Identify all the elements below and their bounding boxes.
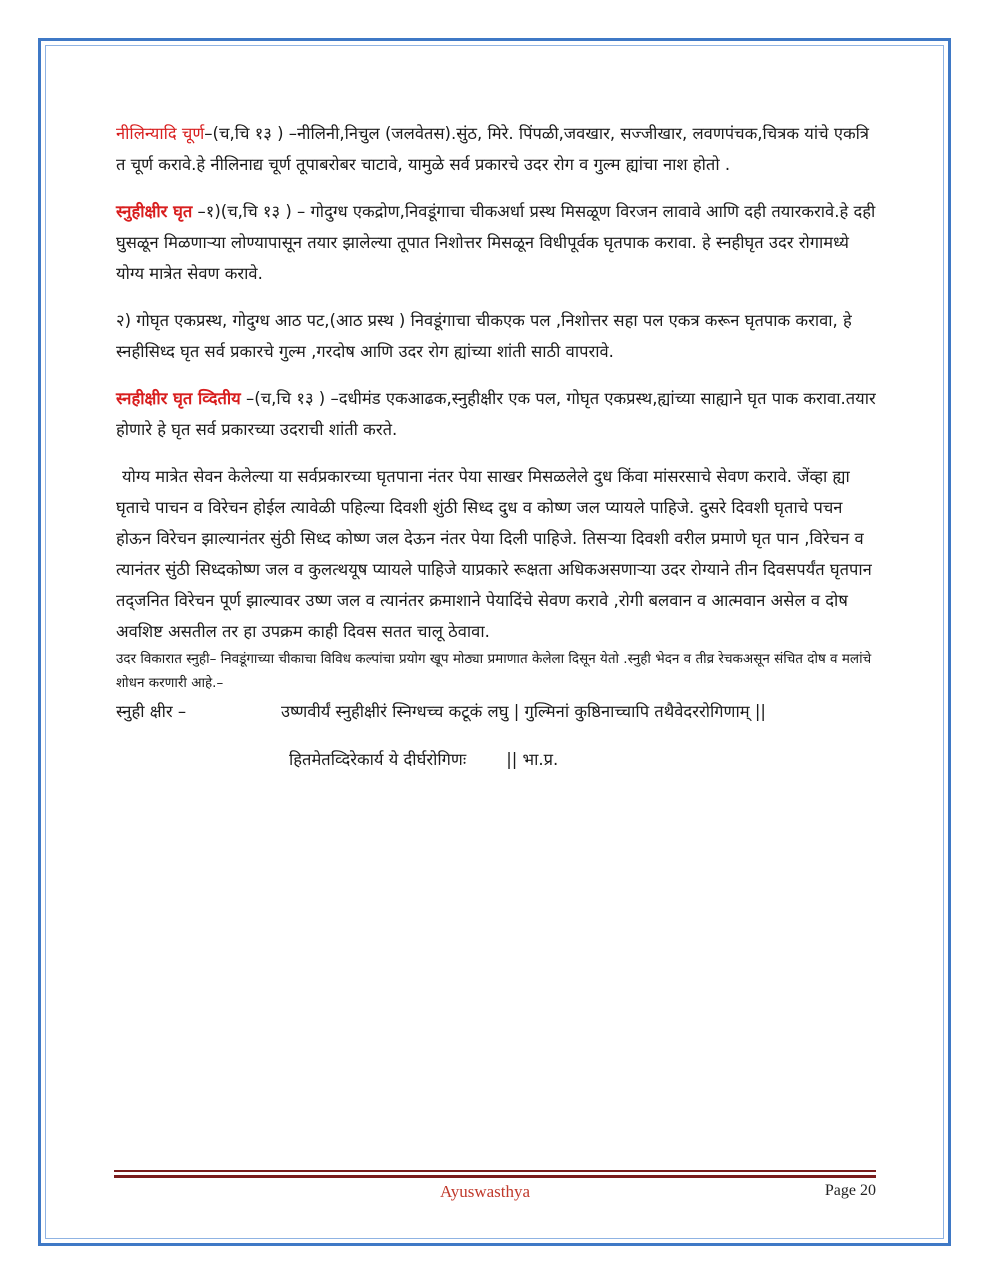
text-snuhikshir-ghrit: –१)(च,चि १३ ) – गोदुग्ध एकद्रोण,निवडूंगाचा चीकअर्धा प्रस्थ मिसळूण विरजन लावावे आणि दही तयारकरावे.हे दही घुसळून मिळणाऱ्या लोण्यापासून तयार झालेल्या तूपात निशोत्तर मिसळून विधीपूर्वक घृतपाक करावा. हे स्नहीघृत उदर रोगामध्ये योग्य मात्रेत सेवण करावे. [116, 202, 876, 283]
heading-snuhikshir-ghrit-dwitiya: स्नहीक्षीर घृत व्दितीय [116, 389, 241, 408]
paragraph-sevan-vidhi: योग्य मात्रेत सेवन केलेल्या या सर्वप्रकारच्या घृतपाना नंतर पेया साखर मिसळलेले दुध किंवा मांसरसाचे सेवण करावे. जेंव्हा ह्या घृताचे पाचन व विरेचन होईल त्यावेळी पहिल्या दिवशी शुंठी सिध्द दुध व कोष्ण जल प्यायले पाहिजे. दुसरे दिवशी घृताचे पचन होऊन विरेचन झाल्यानंतर सुंठी सिध्द कोष्ण जल देऊन नंतर पेया दिली पाहिजे. तिसऱ्या दिवशी वरील प्रमाणे घृत पान ,विरेचन व त्यानंतर सुंठी सिध्दकोष्ण जल व कुलत्थयूष प्यायले पाहिजे याप्रकारे रूक्षता अधिकअसणाऱ्या उदर रोग्याने तीन दिवसपर्यंत घृतपान तद्जनित विरेचन पूर्ण झाल्यावर उष्ण जल व त्यानंतर क्रमाशाने पेयादिंचे सेवण करावे ,रोगी बलवान व आत्मवान असेल व दोष अवशिष्ट असतील तर हा उपक्रम काही दिवस सतत चालू ठेवावा. [116, 467, 872, 641]
paragraph-nilinyadi-churna [116, 118, 876, 180]
heading-snuhikshir-ghrit: स्नुहीक्षीर घृत [116, 202, 193, 221]
text-snuhikshir-ghrit-dwitiya: –(च,चि १३ ) –दधीमंड एकआढक,स्नुहीक्षीर एक पल, गोघृत एकप्रस्थ,ह्यांच्या साह्याने घृत पाक करावा.तयार होणारे हे घृत सर्व प्रकारच्या उदराची शांती करते. [116, 389, 876, 439]
paragraph-snuhikshir-ghrit-dwitiya [116, 383, 876, 445]
shloka-line-1: उष्णवीर्यं स्नुहीक्षीरं स्निग्धच्च कटूकं लघु | गुल्मिनां कुष्ठिनाच्चापि तथैवेदररोगिणाम् || [281, 702, 766, 721]
document-body [116, 118, 876, 775]
shloka-snuhi-kshir [116, 697, 876, 727]
shloka-line-2: हितमेतव्दिरेकार्य ये दीर्घरोगिणः [289, 750, 467, 769]
shloka-source: || भा.प्र. [506, 750, 559, 769]
heading-nilinyadi-churna: नीलिन्यादि चूर्ण [116, 124, 205, 143]
footer-rule-thick [114, 1175, 876, 1178]
paragraph-udar-vikar-snuhi: उदर विकारात स्नुही– निवडूंगाच्या चीकाचा विविध कल्पांचा प्रयोग खूप मोठ्या प्रमाणात केलेला दिसून येतो .स्नुही भेदन व तीव्र रेचकअसून संचित दोष व मलांचे शोधन करणारी आहे.– [116, 651, 872, 691]
text-nilinyadi-churna: –(च,चि १३ ) –नीलिनी,निचुल (जलवेतस).सुंठ, मिरे. पिंपळी,जवखार, सज्जीखार, लवणपंचक,चित्रक यांचे एकत्रि त चूर्ण करावे.हे नीलिनाद्य चूर्ण तूपाबरोबर चाटावे, यामुळे सर्व प्रकारचे उदर रोग व गुल्म ह्यांचा नाश होतो . [116, 124, 870, 174]
footer-title: Ayuswasthya [440, 1182, 531, 1201]
shloka-label: स्नुही क्षीर – [116, 702, 187, 721]
shloka-line-2-row [116, 745, 876, 775]
footer-page-number: Page 20 [824, 1182, 876, 1199]
paragraph-snuhikshir-ghrit [116, 196, 876, 289]
paragraph-goghrit: २) गोघृत एकप्रस्थ, गोदुग्ध आठ पट,(आठ प्रस्थ ) निवडूंगाचा चीकएक पल ,निशोत्तर सहा पल एकत्र करून घृतपाक करावा, हे स्नहीसिध्द घृत सर्व प्रकारचे गुल्म ,गरदोष आणि उदर रोग ह्यांच्या शांती साठी वापरावे. [116, 311, 852, 361]
footer-rule-thin [114, 1170, 876, 1172]
